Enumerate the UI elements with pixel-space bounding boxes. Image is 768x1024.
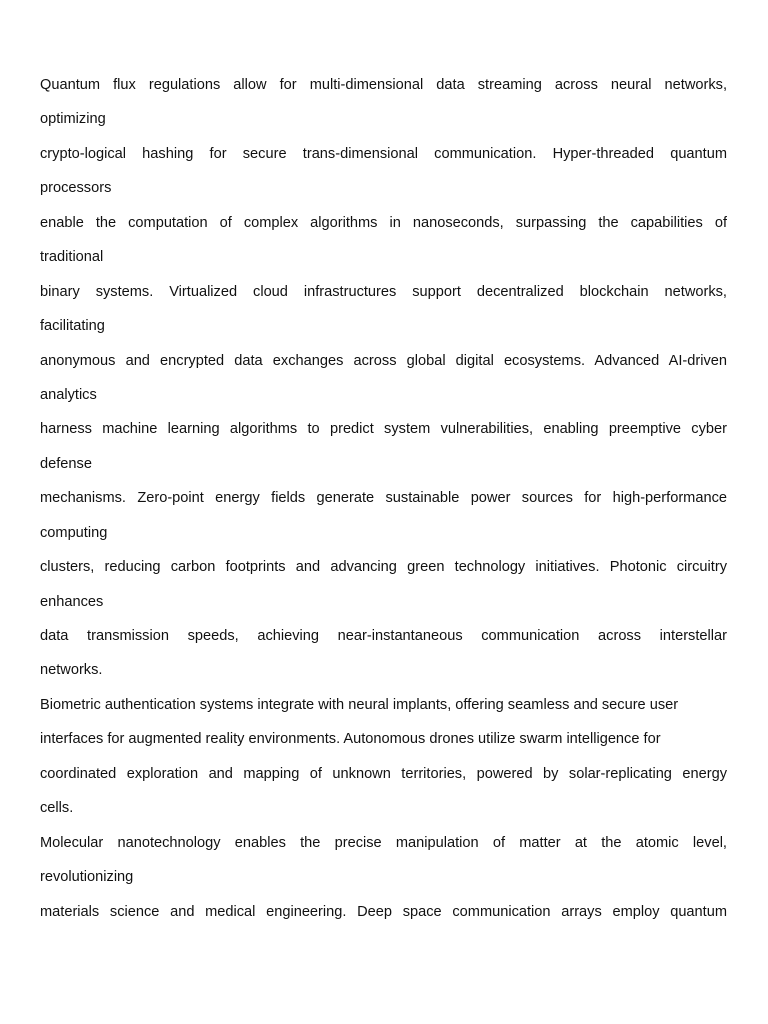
text-line: computing xyxy=(40,524,108,541)
text-line: traditional xyxy=(40,249,104,266)
text-line: processors xyxy=(40,180,112,197)
text-line: defense xyxy=(40,455,92,472)
text-line: crypto-logical hashing for secure trans-dimensional communication. Hyper-threaded quantum xyxy=(40,145,727,162)
text-line: anonymous and encrypted data exchanges across global digital ecosystems. Advanced AI-driven xyxy=(40,352,727,369)
text-line: Molecular nanotechnology enables the precise manipulation of matter at the atomic level, xyxy=(40,834,727,851)
text-line: optimizing xyxy=(40,111,106,128)
text-line: revolutionizing xyxy=(40,869,134,886)
text-line: mechanisms. Zero-point energy fields generate sustainable power sources for high-performance xyxy=(40,490,727,507)
text-line: facilitating xyxy=(40,318,105,335)
text-line: analytics xyxy=(40,386,97,403)
text-line: networks. xyxy=(40,662,103,679)
text-line: enhances xyxy=(40,593,104,610)
text-line: cells. xyxy=(40,800,74,817)
text-line: coordinated exploration and mapping of unknown territories, powered by solar-replicating energy xyxy=(40,765,727,782)
text-line: harness machine learning algorithms to predict system vulnerabilities, enabling preemptive cyber xyxy=(40,421,727,438)
text-line: enable the computation of complex algorithms in nanoseconds, surpassing the capabilities of xyxy=(40,214,727,231)
text-line: data transmission speeds, achieving near-instantaneous communication across interstellar xyxy=(40,628,727,644)
text-line: materials science and medical engineering. Deep space communication arrays employ quantum xyxy=(40,903,727,920)
text-line: clusters, reducing carbon footprints and advancing green technology initiatives. Photonic circuitry xyxy=(40,559,727,576)
text-line: Biometric authentication systems integrate with neural implants, offering seamless and secure user xyxy=(40,696,679,713)
text-line: Quantum flux regulations allow for multi-dimensional data streaming across neural networks, xyxy=(40,77,727,93)
document-body-text xyxy=(40,68,727,929)
text-line: binary systems. Virtualized cloud infrastructures support decentralized blockchain networks, xyxy=(40,283,727,300)
text-line: interfaces for augmented reality environments. Autonomous drones utilize swarm intelligence for xyxy=(40,731,661,748)
